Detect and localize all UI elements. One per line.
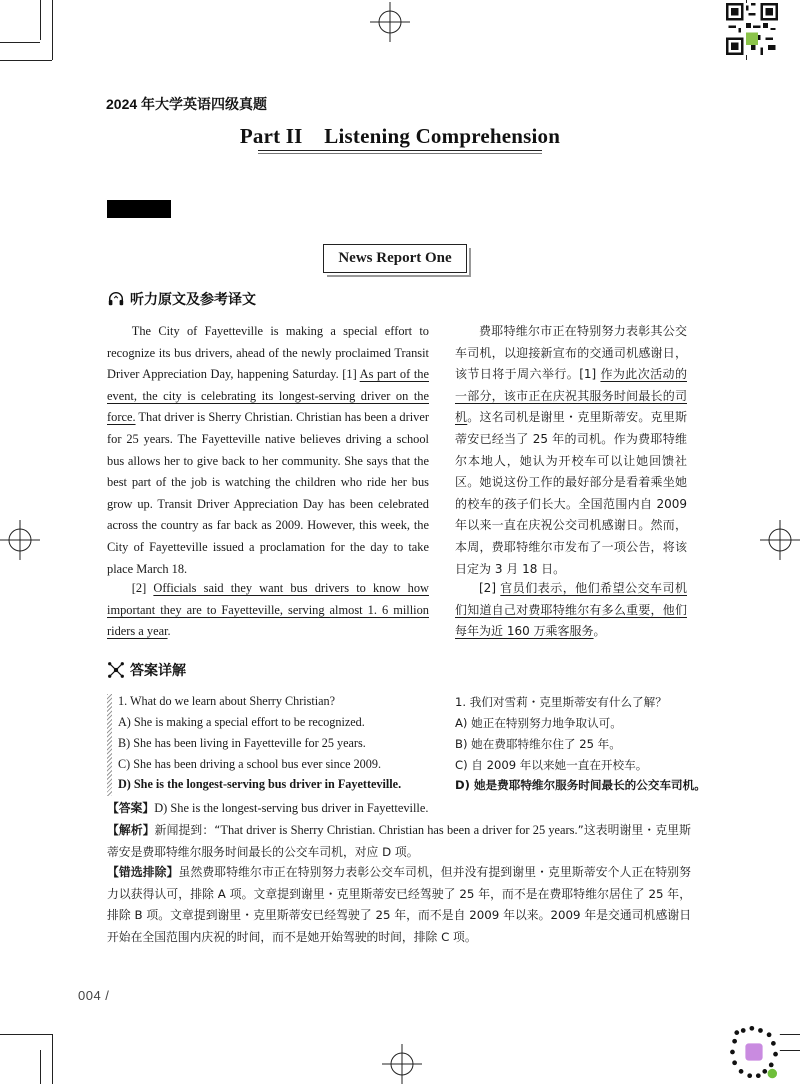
option-zh-d: D) 她是费耶特维尔服务时间最长的公交车司机。: [455, 778, 706, 792]
transcript-key-sentence: Officials said they want bus drivers to know how important they are to Fayetteville, serving almost 1. 6 million riders a year: [107, 581, 429, 639]
transcript-zh-paragraph-2: [455, 578, 687, 643]
translation-key-sentence: 官员们表示，他们希望公交车司机们知道自己对费耶特维尔有多么重要，他们每年为近 160 万乘客服务: [455, 581, 687, 639]
transcript-heading: 听力原文及参考译文: [130, 292, 256, 308]
answer-heading: 答案详解: [130, 663, 186, 679]
registration-mark-right: [760, 520, 800, 560]
part-title: Part II Listening Comprehension: [239, 124, 561, 148]
option-en-d: D) She is the longest-serving bus driver in Fayetteville.: [118, 777, 402, 791]
analysis-text: ”这表明谢里・克里斯蒂安是费耶特维尔服务时间最长的公交车司机，对应 D 项。: [107, 823, 691, 859]
option-zh-b: B) 她在费耶特维尔住了 25 年。: [455, 737, 621, 751]
crop-mark: [52, 0, 53, 60]
exclude-tag: 【错选排除】: [107, 865, 179, 879]
qr-code-bottom: [728, 1024, 780, 1080]
network-icon: [107, 661, 125, 679]
page-number: 004 /: [78, 988, 110, 1003]
option-en-c: C) She has been driving a school bus ever since 2009.: [118, 757, 381, 771]
analysis-tag: 【解析】: [107, 823, 155, 837]
crop-mark: [0, 60, 52, 61]
analysis-text: 新闻提到：“: [154, 823, 221, 837]
exclude-text: 虽然费耶特维尔市正在特别努力表彰公交车司机，但并没有提到谢里・克里斯蒂安个人正在特别努力以获得认可，排除 A 项。文章提到谢里・克里斯蒂安已经驾驶了 25 年，而不是在费耶特维尔居住了 25 年，排除 B 项。文章提到谢里・克里斯蒂安已经驾驶了 25 年，而不是自 2009 年以来。2009 年是交通司机感谢日开始在全国范围内庆祝的时间，而不是她开始驾驶的时间，排除 C 项。: [107, 865, 691, 944]
question-en: 1. What do we learn about Sherry Christian?: [118, 694, 336, 708]
answer-tag: 【答案】: [107, 801, 155, 815]
answer-line: [107, 798, 691, 820]
translation-key-sentence: 作为此次活动的一部分，该市正在庆祝其服务时间最长的司机: [455, 367, 687, 425]
translation-text: 。这名司机是谢里・克里斯蒂安。克里斯蒂安已经当了 25 年的司机。作为费耶特维尔本地人，她认为开校车可以让她回馈社区。她说这份工作的最好部分是看着乘坐她的校车的孩子们长大。全国范围内自 2009 年以来一直在庆祝公交司机感谢日。然而，本周，费耶特维尔市发布了一项公告，将该日定为 3 月 18 日。: [455, 410, 687, 576]
option-en-b: B) She has been living in Fayetteville for 25 years.: [118, 736, 366, 750]
transcript-zh-paragraph-1: [455, 321, 687, 580]
question-zh: 1. 我们对雪莉・克里斯蒂安有什么了解？: [455, 695, 667, 709]
crop-mark: [0, 1034, 52, 1035]
exclusion-paragraph: [107, 862, 691, 948]
option-zh-a: A) 她正在特别努力地争取认可。: [455, 716, 622, 730]
transcript-text: That driver is Sherry Christian. Christian has been a driver for 25 years. The Fayetteville native believes driving a school bus allows her to give back to her community. She says that the best part of the job is watching the children who ride her bus grow up. Transit Driver Appreciation Day has been celebrated across the country as far back as 2009. However, this week, the City of Fayetteville issued a proclamation for the day to take place March 18.: [107, 410, 429, 576]
translation-text: 费耶特维尔市正在特别努力表彰其公交车司机，以迎接新宣布的交通司机感谢日，该节日将于周六举行。[1]: [455, 324, 687, 382]
crop-mark: [40, 1050, 41, 1084]
title-underline: [258, 153, 542, 154]
news-report-title: News Report One: [323, 244, 467, 273]
redaction-bar: [107, 200, 171, 218]
option-zh-c: C) 自 2009 年以来她一直在开校车。: [455, 758, 648, 772]
translation-text: [2]: [479, 581, 501, 595]
title-underline: [258, 150, 542, 151]
headphones-icon: [107, 290, 125, 308]
crop-mark: [40, 0, 41, 40]
analysis-paragraph: [107, 820, 691, 863]
answer-text: D) She is the longest-serving bus driver in Fayetteville.: [154, 801, 429, 815]
crop-mark: [52, 1034, 53, 1084]
translation-text: 。: [593, 624, 606, 639]
registration-mark-top: [370, 2, 410, 42]
option-en-a: A) She is making a special effort to be recognized.: [118, 715, 365, 729]
question-marker-bar: [107, 694, 112, 796]
transcript-text: [2]: [131, 581, 154, 595]
transcript-text: The City of Fayetteville is making a special effort to recognize its bus drivers, ahead of the newly proclaimed Transit Driver Appreciation Day, happening Saturday. [1]: [107, 324, 429, 382]
crop-mark: [0, 42, 40, 43]
registration-mark-bottom: [382, 1044, 422, 1084]
registration-mark-left: [0, 520, 40, 560]
qr-code-top: [726, 3, 778, 55]
book-title: 2024 年大学英语四级真题: [106, 96, 268, 112]
transcript-en-paragraph-1: [107, 321, 429, 580]
transcript-text: .: [167, 624, 171, 639]
analysis-quote: That driver is Sherry Christian. Christian has been a driver for 25 years.: [220, 823, 578, 837]
transcript-en-paragraph-2: [107, 578, 429, 643]
transcript-key-sentence: As part of the event, the city is celebrating its longest-serving driver on the force.: [107, 367, 429, 425]
